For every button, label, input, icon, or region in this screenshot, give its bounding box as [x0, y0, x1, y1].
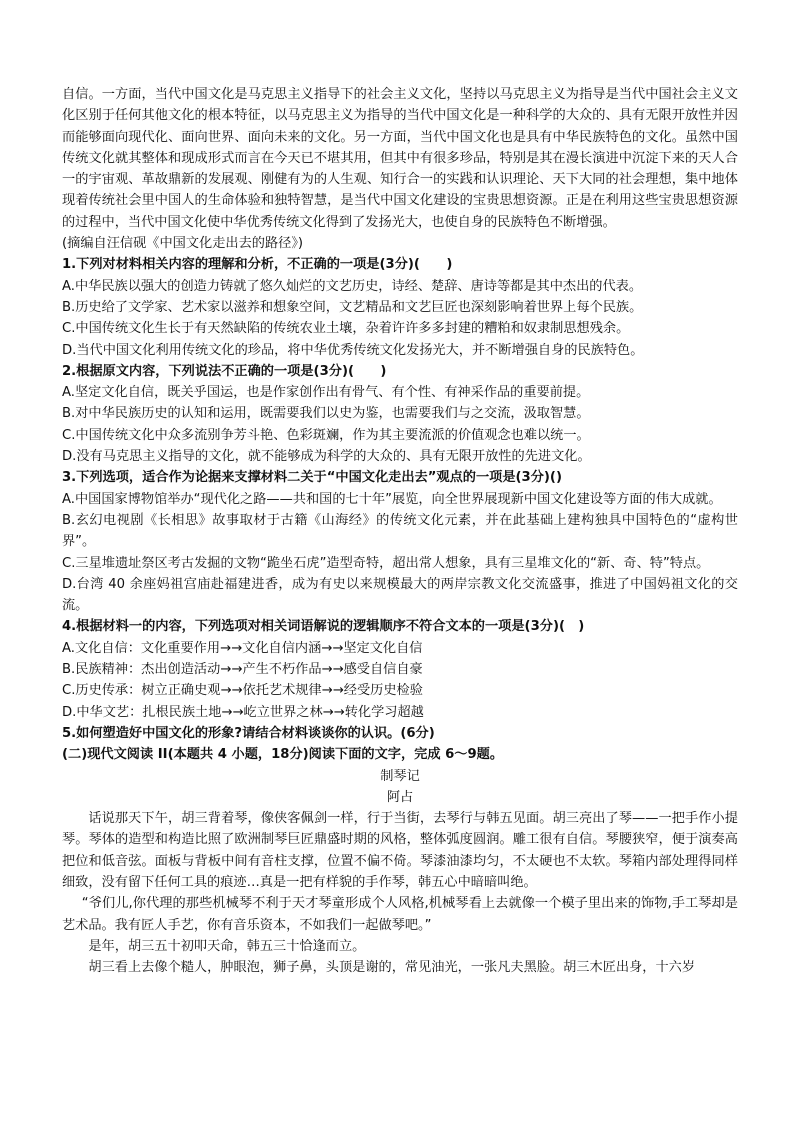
story-paragraph: 胡三看上去像个糙人，肿眼泡，狮子鼻，头顶是谢的，常见油光，一张凡夫黑脸。胡三木匠出身，十六岁 [88, 960, 696, 976]
section-2-heading: (二)现代文阅读 II(本题共 4 小题，18分)阅读下面的文字，完成 6～9题。 [62, 747, 504, 763]
question-2-option-b: B.对中华民族历史的认知和运用，既需要我们以史为鉴，也需要我们与之交流，汲取智慧。 [62, 406, 590, 422]
question-4-stem: 4.根据材料一的内容，下列选项对相关词语解说的逻辑顺序不符合文本的一项是(3分)( ) [62, 619, 585, 635]
story-paragraph: 话说那天下午，胡三背着琴，像侠客佩剑一样，行于当街，去琴行与韩五见面。胡三亮出了琴——一把手作小提琴。琴体的造型和构造比照了欧洲制琴巨匠鼎盛时期的风格，整体弧度圆润。雕工很有自信。琴腰狭窄，便于演奏高把位和低音弦。面板与背板中间有音柱支撑，位置不偏不倚。琴漆油漆均匀，不太硬也不太软。琴箱内部处理得同样细致，没有留下任何工具的痕迹…真是一把有样貌的手作琴，韩五心中暗暗叫绝。 [62, 811, 738, 890]
question-1-option-c: C.中国传统文化生长于有天然缺陷的传统农业土壤，杂着许许多多封建的糟粕和奴隶制思想残余。 [62, 321, 630, 337]
story-paragraph: “爷们儿,你代理的那些机械琴不利于天才琴童形成个人风格,机械琴看上去就像一个模子里出来的饰物,手工琴却是艺术品。我有匠人手艺，你有音乐资本，不如我们一起做琴吧。” [62, 896, 738, 933]
question-1-option-a: A.中华民族以强大的创造力铸就了悠久灿烂的文艺历史，诗经、楚辞、唐诗等都是其中杰出的代表。 [62, 278, 643, 294]
question-2-stem: 2.根据原文内容，下列说法不正确的一项是(3分)( ) [62, 363, 387, 379]
question-3-option-b: B.玄幻电视剧《长相思》故事取材于古籍《山海经》的传统文化元素，并在此基础上建构独具中国特色的“虚构世界”。 [62, 512, 738, 550]
passage-paragraph: 自信。一方面，当代中国文化是马克思主义指导下的社会主义文化，坚持以马克思主义为指导是当代中国社会主义文化区别于任何其他文化的根本特征，以马克思主义为指导的当代中国文化是一种科学的大众的、具有无限开放性并因而能够面向现代化、面向世界、面向未来的文化。另一方面，当代中国文化也是具有中华民族特色的文化。虽然中国传统文化就其整体和现成形式而言在今天已不堪其用，但其中有很多珍品，特别是其在漫长演进中沉淀下来的天人合一的宇宙观、革故鼎新的发展观、刚健有为的人生观、知行合一的实践和认识理论、天下大同的社会理想，集中地体现着传统社会里中国人的生命体验和独特智慧，是当代中国文化建设的宝贵思想资源。正是在利用这些宝贵思想资源的过程中，当代中国文化使中华优秀传统文化得到了发扬光大，也使自身的民族特色不断增强。 [62, 87, 738, 230]
story-paragraph: 是年，胡三五十初叩天命，韩五三十恰逢而立。 [88, 938, 366, 954]
question-4-option-d: D.中华文艺：扎根民族土地→→屹立世界之林→→转化学习超越 [62, 704, 424, 720]
question-1-option-d: D.当代中国文化利用传统文化的珍品，将中华优秀传统文化发扬光大，并不断增强自身的民族特色。 [62, 342, 644, 358]
question-1-stem: 1.下列对材料相关内容的理解和分析，不正确的一项是(3分)( ) [62, 257, 453, 273]
question-3-option-a: A.中国国家博物馆举办“现代化之路——共和国的七十年”展览，向全世界展现新中国文化建设等方面的伟大成就。 [62, 491, 722, 507]
question-4-option-a: A.文化自信：文化重要作用→→文化自信内涵→→坚定文化自信 [62, 640, 423, 656]
question-3-option-c: C.三星堆遗址祭区考古发掘的文物“跪坐石虎”造型奇特，超出常人想象，具有三星堆文化的“新、奇、特”特点。 [62, 555, 710, 571]
question-2-option-a: A.坚定文化自信，既关乎国运，也是作家创作出有骨气、有个性、有神采作品的重要前提。 [62, 385, 590, 401]
question-3-option-d: D.台湾 40 余座妈祖宫庙赴福建进香，成为有史以来规模最大的两岸宗教文化交流盛事，推进了中国妈祖文化的交流。 [62, 576, 738, 614]
story-title: 制琴记 [380, 768, 420, 784]
question-4-option-b: B.民族精神：杰出创造活动→→产生不朽作品→→感受自信自豪 [62, 662, 423, 678]
exam-page [62, 84, 738, 978]
story-author: 阿占 [386, 789, 414, 805]
question-1-option-b: B.历史给了文学家、艺术家以滋养和想象空间，文艺精品和文艺巨匠也深刻影响着世界上每个民族。 [62, 299, 643, 315]
question-2-option-d: D.没有马克思主义指导的文化，就不能够成为科学的大众的、具有无限开放性的先进文化。 [62, 449, 591, 465]
question-5-stem: 5.如何塑造好中国文化的形象?请结合材料谈谈你的认识。(6分) [62, 725, 435, 741]
question-3-stem: 3.下列选项，适合作为论据来支撑材料二关于“中国文化走出去”观点的一项是(3分)() [62, 470, 562, 486]
passage-source: (摘编自汪信砚《中国文化走出去的路径》) [62, 236, 304, 252]
question-2-option-c: C.中国传统文化中众多流别争芳斗艳、色彩斑斓，作为其主要流派的价值观念也难以统一。 [62, 427, 590, 443]
question-4-option-c: C.历史传承：树立正确史观→→依托艺术规律→→经受历史检验 [62, 683, 423, 699]
